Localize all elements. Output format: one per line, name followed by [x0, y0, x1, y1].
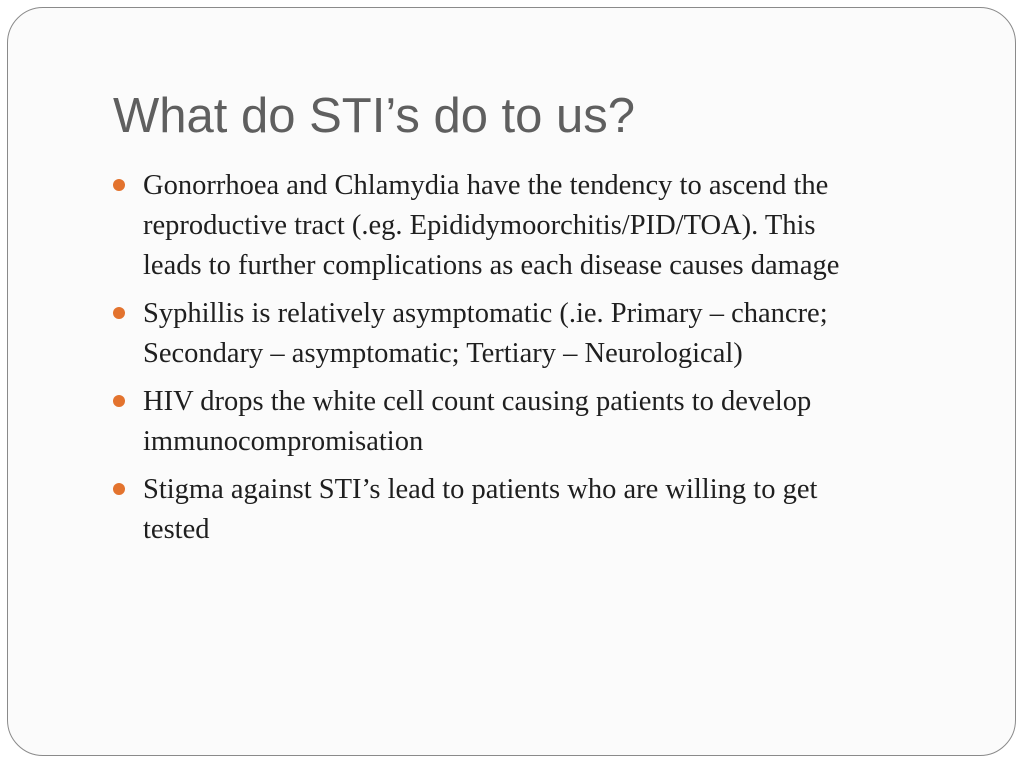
bullet-item	[143, 294, 973, 374]
bullet-text-line: Gonorrhoea and Chlamydia have the tendency to ascend the	[143, 170, 829, 201]
bullet-dot-icon	[113, 307, 125, 319]
bullet-list	[143, 166, 973, 558]
bullet-text-line: HIV drops the white cell count causing patients to develop	[143, 386, 812, 417]
bullet-text-line: tested	[143, 514, 210, 545]
bullet-text-line: Syphillis is relatively asymptomatic (.ie. Primary – chancre;	[143, 298, 828, 329]
bullet-dot-icon	[113, 395, 125, 407]
bullet-dot-icon	[113, 179, 125, 191]
bullet-item	[143, 382, 973, 462]
bullet-text-line: Secondary – asymptomatic; Tertiary – Neurological)	[143, 338, 743, 369]
bullet-text-line: immunocompromisation	[143, 426, 424, 457]
bullet-item	[143, 470, 973, 550]
bullet-text-line: Stigma against STI’s lead to patients who are willing to get	[143, 474, 818, 505]
bullet-item	[143, 166, 973, 286]
bullet-text-line: reproductive tract (.eg. Epididymoorchitis/PID/TOA). This	[143, 210, 816, 241]
bullet-text-line: leads to further complications as each disease causes damage	[143, 250, 840, 281]
slide-title: What do STI’s do to us?	[113, 89, 636, 143]
bullet-dot-icon	[113, 483, 125, 495]
